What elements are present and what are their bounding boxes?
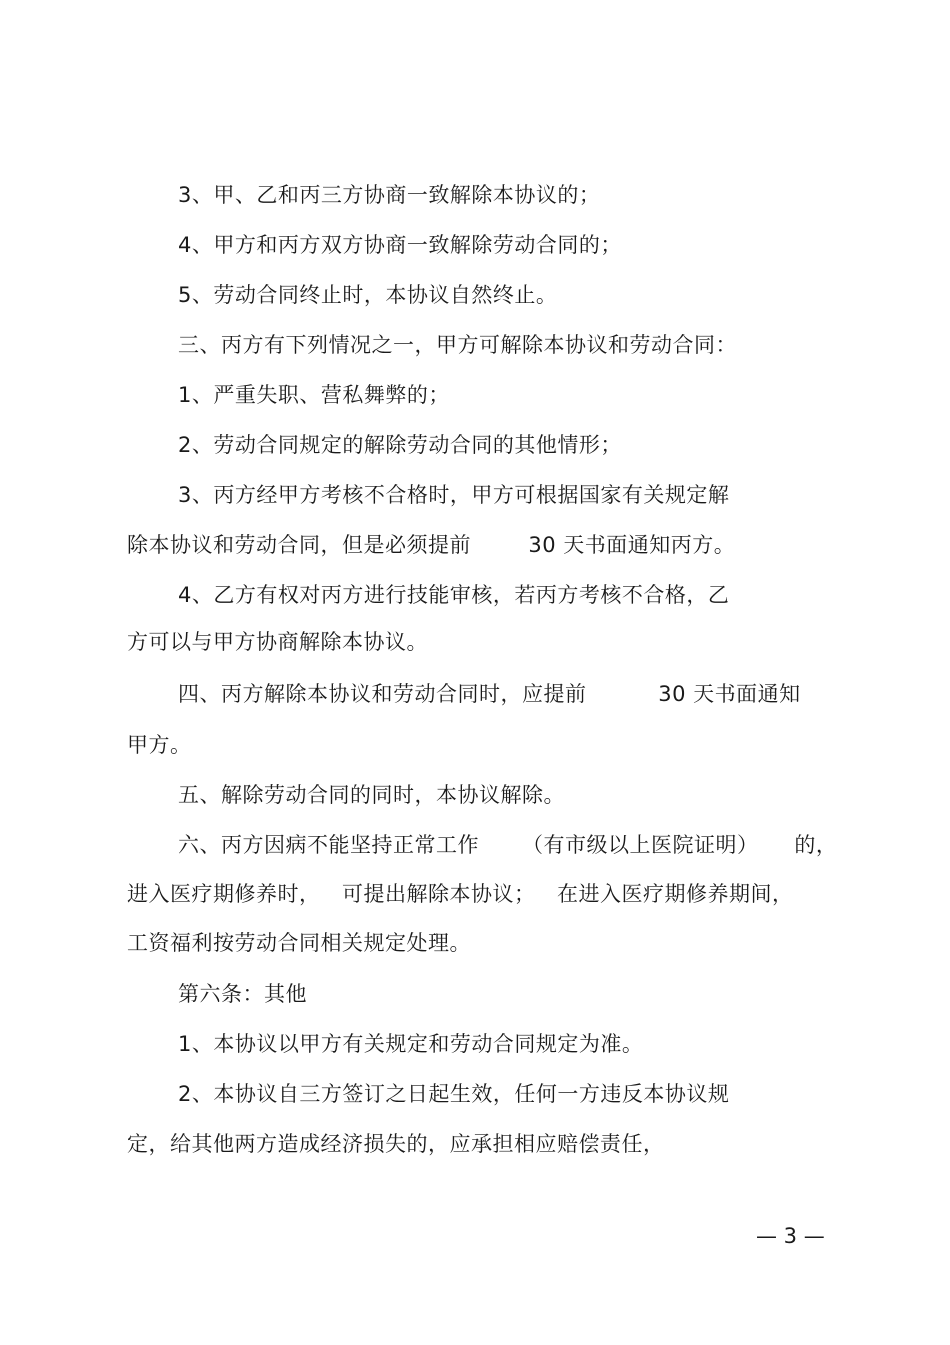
page-number: — 3 —	[756, 1224, 825, 1248]
text-line: 5、劳动合同终止时，本协议自然终止。	[178, 283, 558, 307]
text-line: 2、劳动合同规定的解除劳动合同的其他情形；	[178, 433, 622, 457]
text-line: 1、严重失职、营私舞弊的；	[178, 383, 450, 407]
section-heading: 第六条：其他	[178, 982, 307, 1006]
text-line: 4、甲方和丙方双方协商一致解除劳动合同的；	[178, 233, 622, 257]
text-line: 2、本协议自三方签订之日起生效，任何一方违反本协议规	[178, 1082, 730, 1106]
text-line: 工资福利按劳动合同相关规定处理。	[127, 931, 471, 955]
text-line: 六、丙方因病不能坚持正常工作 （有市级以上医院证明） 的，	[178, 833, 838, 857]
text-line: 三、丙方有下列情况之一，甲方可解除本协议和劳动合同：	[178, 333, 737, 357]
text-line: 1、本协议以甲方有关规定和劳动合同规定为准。	[178, 1032, 644, 1056]
text-line: 除本协议和劳动合同，但是必须提前 30 天书面通知丙方。	[127, 533, 736, 557]
text-line: 3、丙方经甲方考核不合格时，甲方可根据国家有关规定解	[178, 483, 730, 507]
text-line: 定，给其他两方造成经济损失的，应承担相应赔偿责任，	[127, 1132, 665, 1156]
text-line: 五、解除劳动合同的同时，本协议解除。	[178, 783, 565, 807]
text-line: 进入医疗期修养时， 可提出解除本协议； 在进入医疗期修养期间，	[127, 882, 794, 906]
text-line: 四、丙方解除本协议和劳动合同时，应提前 30 天书面通知	[178, 682, 801, 706]
text-line: 3、甲、乙和丙三方协商一致解除本协议的；	[178, 183, 601, 207]
text-line: 方可以与甲方协商解除本协议。	[127, 630, 428, 654]
text-line: 4、乙方有权对丙方进行技能审核，若丙方考核不合格，乙	[178, 583, 730, 607]
text-line: 甲方。	[127, 733, 192, 757]
